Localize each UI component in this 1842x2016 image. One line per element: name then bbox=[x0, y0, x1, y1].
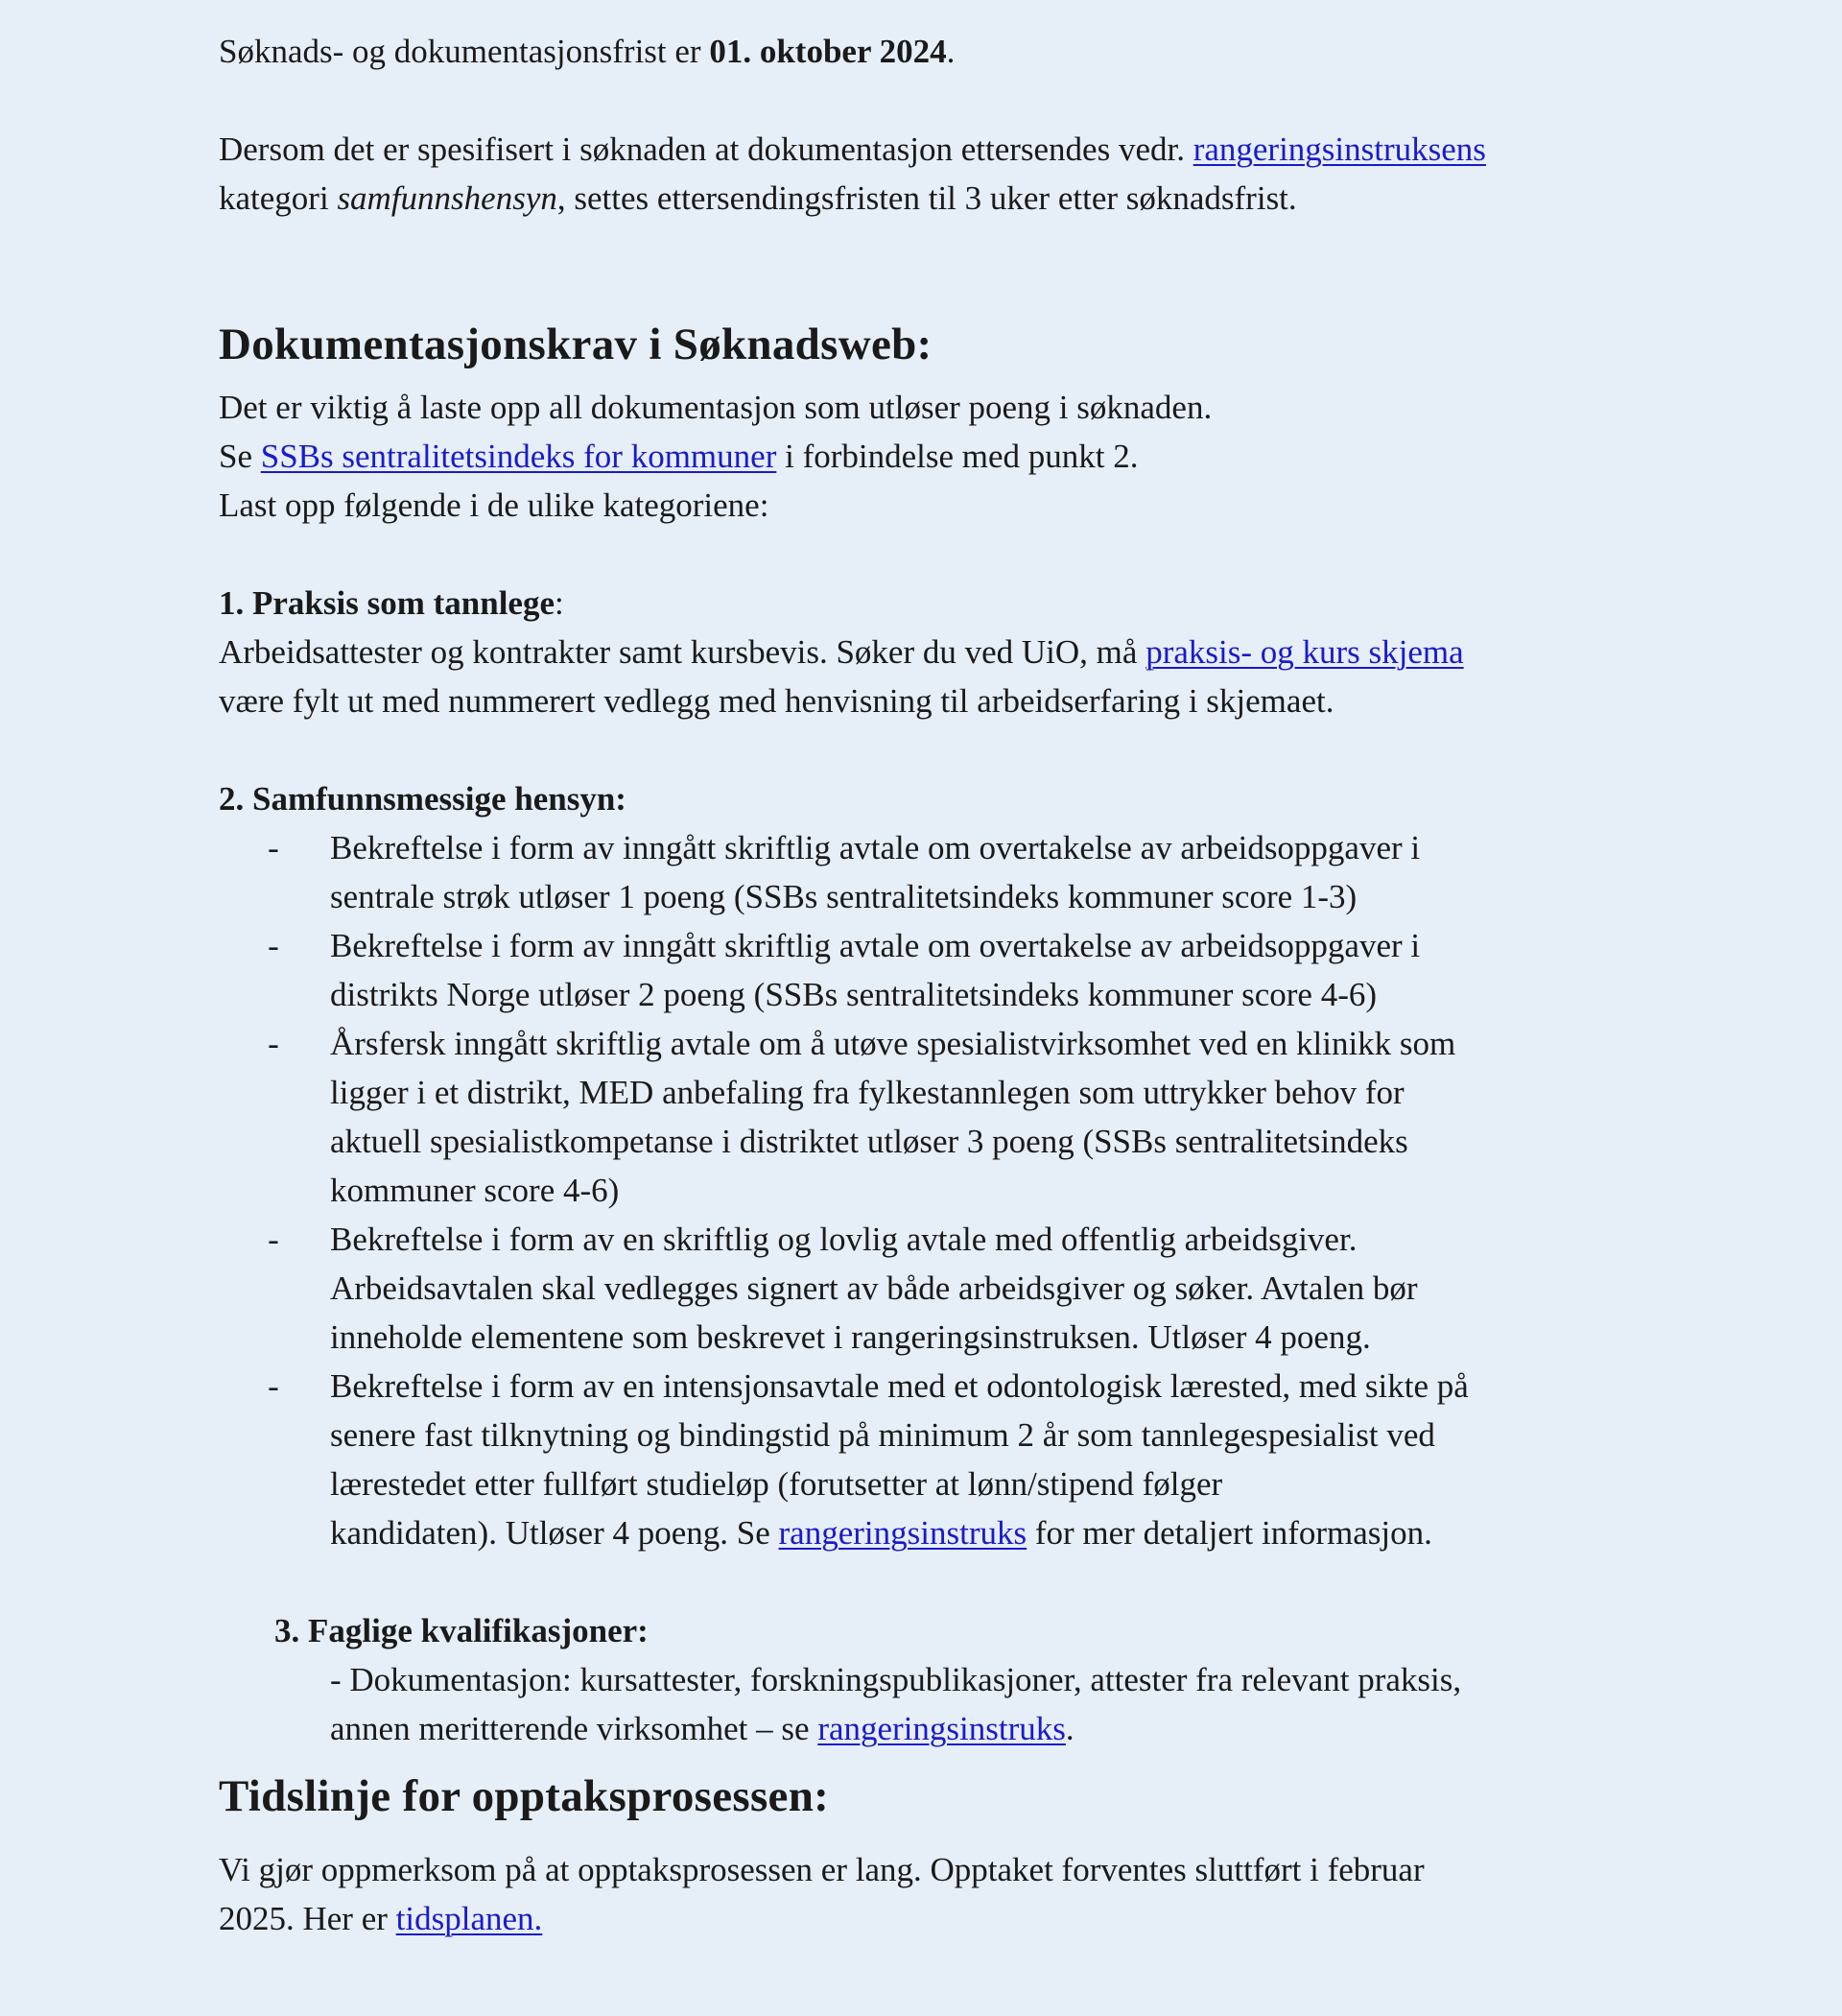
list-item bbox=[268, 823, 1639, 921]
list-item-line: kommuner score 4-6) bbox=[330, 1172, 620, 1209]
spacer bbox=[219, 725, 1639, 774]
late-docs-text: Dersom det er spesifisert i søknaden at dokumentasjon ettersendes vedr. bbox=[219, 130, 1193, 168]
dash-bullet: - bbox=[268, 927, 279, 964]
cat1-line-1 bbox=[219, 628, 1639, 676]
cat2-list bbox=[219, 823, 1639, 1557]
list-item-line: Bekreftelse i form av en skriftlig og lovlig avtale med offentlig arbeidsgiver. bbox=[330, 1221, 1358, 1258]
deadline-prefix: Søknads- og dokumentasjonsfrist er bbox=[219, 33, 710, 70]
cat1-text: Arbeidsattester og kontrakter samt kursbevis. Søker du ved UiO, må bbox=[219, 633, 1146, 671]
doc-section-heading: Dokumentasjonskrav i Søknadsweb: bbox=[219, 320, 933, 369]
cat3-title: 3. Faglige kvalifikasjoner: bbox=[274, 1612, 649, 1649]
dash-bullet: - bbox=[268, 1025, 279, 1062]
list-item bbox=[268, 921, 1639, 1019]
timeline-line-2 bbox=[219, 1894, 1639, 1943]
list-item-line: Bekreftelse i form av inngått skriftlig avtale om overtakelse av arbeidsoppgaver i bbox=[330, 829, 1421, 866]
late-docs-text-2: kategori bbox=[219, 179, 338, 217]
ssb-index-link[interactable]: SSBs sentralitetsindeks for kommuner bbox=[260, 438, 777, 475]
late-docs-line-2 bbox=[219, 174, 1639, 223]
spacer bbox=[219, 223, 1639, 316]
cat2-title-line bbox=[219, 774, 1639, 823]
list-item-text: for mer detaljert informasjon. bbox=[1027, 1514, 1432, 1552]
cat3-line-2 bbox=[219, 1704, 1639, 1753]
doc-line-1: Det er viktig å laste opp all dokumentasjon som utløser poeng i søknaden. bbox=[219, 389, 1213, 426]
doc-line-2-suffix: i forbindelse med punkt 2. bbox=[776, 438, 1139, 475]
document-content bbox=[219, 27, 1639, 1943]
rangeringsinstruks-link-2[interactable]: rangeringsinstruks bbox=[817, 1710, 1066, 1747]
deadline-line bbox=[219, 27, 1639, 76]
deadline-date: 01. oktober 2024 bbox=[709, 33, 947, 70]
dash-bullet: - bbox=[268, 829, 279, 866]
doc-line-2 bbox=[219, 432, 1639, 481]
list-item bbox=[268, 1215, 1639, 1362]
list-item-line: lærestedet etter fullført studieløp (forutsetter at lønn/stipend følger bbox=[330, 1465, 1223, 1503]
list-item-line: distrikts Norge utløser 2 poeng (SSBs sentralitetsindeks kommuner score 4-6) bbox=[330, 976, 1378, 1013]
list-item-line: Bekreftelse i form av en intensjonsavtale med et odontologisk lærested, med sikte på bbox=[330, 1367, 1469, 1405]
late-docs-text-3: , settes ettersendingsfristen til 3 uker etter søknadsfrist. bbox=[556, 179, 1297, 217]
timeline-text: 2025. Her er bbox=[219, 1900, 396, 1937]
praksis-kurs-skjema-link[interactable]: praksis- og kurs skjema bbox=[1145, 633, 1464, 671]
dash-bullet: - bbox=[268, 1367, 279, 1405]
list-item-line: Arbeidsavtalen skal vedlegges signert av både arbeidsgiver og søker. Avtalen bør bbox=[330, 1269, 1418, 1307]
cat3-text: annen meritterende virksomhet – se bbox=[330, 1710, 818, 1747]
list-item bbox=[268, 1362, 1639, 1557]
spacer bbox=[219, 1557, 1639, 1606]
cat3-title-line bbox=[219, 1606, 1639, 1655]
list-item-line bbox=[330, 1508, 1639, 1557]
list-item-line: Bekreftelse i form av inngått skriftlig avtale om overtakelse av arbeidsoppgaver i bbox=[330, 927, 1421, 964]
doc-line-2-prefix: Se bbox=[219, 438, 261, 475]
doc-line-3: Last opp følgende i de ulike kategoriene: bbox=[219, 486, 769, 524]
timeline-line-1: Vi gjør oppmerksom på at opptaksprosessen er lang. Opptaket forventes sluttført i februar bbox=[219, 1851, 1425, 1888]
rangeringsinstruks-link[interactable]: rangeringsinstruks bbox=[778, 1514, 1027, 1552]
cat1-title: 1. Praksis som tannlege bbox=[219, 584, 555, 622]
cat1-title-line bbox=[219, 579, 1639, 628]
cat2-title: 2. Samfunnsmessige hensyn: bbox=[219, 780, 626, 818]
list-item-line: senere fast tilknytning og bindingstid på minimum 2 år som tannlegespesialist ved bbox=[330, 1416, 1435, 1454]
late-docs-line-1 bbox=[219, 125, 1639, 174]
list-item-line: inneholde elementene som beskrevet i rangeringsinstruksen. Utløser 4 poeng. bbox=[330, 1318, 1371, 1356]
timeline-heading: Tidslinje for opptaksprosessen: bbox=[219, 1771, 830, 1821]
cat3-suffix: . bbox=[1065, 1710, 1074, 1747]
list-item-text: kandidaten). Utløser 4 poeng. Se bbox=[330, 1514, 779, 1552]
list-item-line: ligger i et distrikt, MED anbefaling fra fylkestannlegen som uttrykker behov for bbox=[330, 1074, 1405, 1111]
rangeringsinstruksens-link[interactable]: rangeringsinstruksens bbox=[1193, 130, 1486, 168]
list-item-line: aktuell spesialistkompetanse i distriktet utløser 3 poeng (SSBs sentralitetsindeks bbox=[330, 1123, 1408, 1160]
list-item bbox=[268, 1019, 1639, 1215]
spacer bbox=[219, 530, 1639, 579]
spacer bbox=[219, 76, 1639, 125]
cat1-colon: : bbox=[555, 584, 564, 622]
late-docs-italic: samfunnshensyn bbox=[337, 179, 557, 217]
deadline-suffix: . bbox=[946, 33, 956, 70]
cat1-line-2: være fylt ut med nummerert vedlegg med henvisning til arbeidserfaring i skjemaet. bbox=[219, 682, 1334, 720]
dash-bullet: - bbox=[268, 1221, 279, 1258]
list-item-line: sentrale strøk utløser 1 poeng (SSBs sentralitetsindeks kommuner score 1-3) bbox=[330, 878, 1358, 915]
cat3-line-1: - Dokumentasjon: kursattester, forskningspublikasjoner, attester fra relevant praksis, bbox=[330, 1661, 1462, 1698]
tidsplanen-link[interactable]: tidsplanen. bbox=[395, 1900, 543, 1937]
list-item-line: Årsfersk inngått skriftlig avtale om å utøve spesialistvirksomhet ved en klinikk som bbox=[330, 1025, 1456, 1062]
